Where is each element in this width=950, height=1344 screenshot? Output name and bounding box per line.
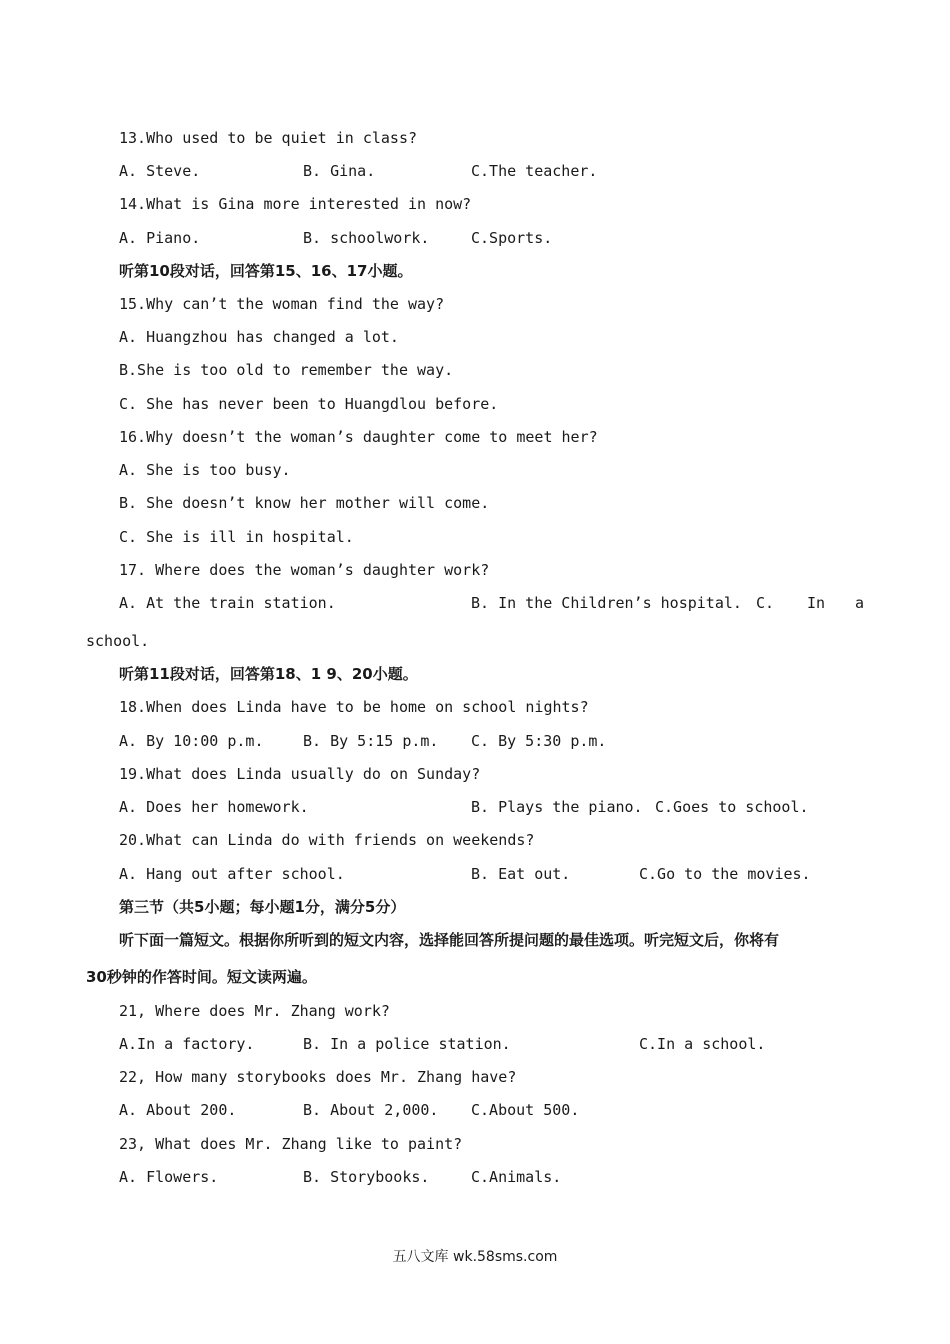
q20-option-c: C.Go to the movies. bbox=[639, 865, 811, 883]
q21-stem: 21, Where does Mr. Zhang work? bbox=[119, 1002, 390, 1020]
q23-option-c: C.Animals. bbox=[471, 1168, 562, 1186]
q14-option-b: B. schoolwork. bbox=[303, 229, 430, 247]
q15-option-b: B.She is too old to remember the way. bbox=[119, 361, 454, 379]
section-heading-10: 听第10段对话，回答第15、16、17小题。 bbox=[119, 262, 413, 280]
q21-option-b: B. In a police station. bbox=[303, 1035, 511, 1053]
q15-option-a: A. Huangzhou has changed a lot. bbox=[119, 328, 399, 346]
q13-stem: 13.Who used to be quiet in class? bbox=[119, 129, 418, 147]
q17-stem: 17. Where does the woman’s daughter work? bbox=[119, 561, 490, 579]
q17-option-a: A. At the train station. bbox=[119, 594, 336, 612]
q20-option-b: B. Eat out. bbox=[471, 865, 571, 883]
q21-option-a: A.In a factory. bbox=[119, 1035, 255, 1053]
instructions-line-1: 听下面一篇短文。根据你所听到的短文内容，选择能回答所提问题的最佳选项。听完短文后，你将有 bbox=[119, 931, 780, 949]
q23-option-a: A. Flowers. bbox=[119, 1168, 219, 1186]
q13-option-a: A. Steve. bbox=[119, 162, 201, 180]
q22-option-b: B. About 2,000. bbox=[303, 1101, 439, 1119]
q15-stem: 15.Why can’t the woman find the way? bbox=[119, 295, 445, 313]
q21-option-c: C.In a school. bbox=[639, 1035, 766, 1053]
q15-option-c: C. She has never been to Huangdlou before. bbox=[119, 395, 499, 413]
q17-option-c-letter: C. bbox=[756, 594, 775, 612]
q16-stem: 16.Why doesn’t the woman’s daughter come to meet her? bbox=[119, 428, 598, 446]
q19-stem: 19.What does Linda usually do on Sunday? bbox=[119, 765, 481, 783]
q16-option-b: B. She doesn’t know her mother will come. bbox=[119, 494, 490, 512]
q14-option-c: C.Sports. bbox=[471, 229, 553, 247]
q20-stem: 20.What can Linda do with friends on weekends? bbox=[119, 831, 535, 849]
q22-option-a: A. About 200. bbox=[119, 1101, 237, 1119]
q23-stem: 23, What does Mr. Zhang like to paint? bbox=[119, 1135, 463, 1153]
q19-option-b: B. Plays the piano. bbox=[471, 798, 643, 816]
q16-option-c: C. She is ill in hospital. bbox=[119, 528, 354, 546]
q20-option-a: A. Hang out after school. bbox=[119, 865, 345, 883]
q23-option-b: B. Storybooks. bbox=[303, 1168, 430, 1186]
q17-option-c-word-1: In bbox=[807, 594, 826, 612]
q19-option-c: C.Goes to school. bbox=[655, 798, 809, 816]
q18-option-c: C. By 5:30 p.m. bbox=[471, 732, 607, 750]
q18-option-a: A. By 10:00 p.m. bbox=[119, 732, 264, 750]
q17-option-b: B. In the Children’s hospital. bbox=[471, 594, 742, 612]
q18-stem: 18.When does Linda have to be home on school nights? bbox=[119, 698, 589, 716]
q18-option-b: B. By 5:15 p.m. bbox=[303, 732, 439, 750]
q17-option-c-continued: school. bbox=[86, 632, 150, 650]
q13-option-c: C.The teacher. bbox=[471, 162, 598, 180]
section-heading-11: 听第11段对话，回答第18、1 9、20小题。 bbox=[119, 665, 418, 683]
q19-option-a: A. Does her homework. bbox=[119, 798, 309, 816]
instructions-line-2: 30秒钟的作答时间。短文读两遍。 bbox=[86, 968, 317, 986]
q17-option-c-word-2: a bbox=[855, 594, 865, 612]
q14-stem: 14.What is Gina more interested in now? bbox=[119, 195, 472, 213]
q13-option-b: B. Gina. bbox=[303, 162, 376, 180]
page-footer: 五八文库 wk.58sms.com bbox=[392, 1249, 558, 1265]
part-three-heading: 第三节（共5小题；每小题1分，满分5分） bbox=[119, 898, 406, 916]
q16-option-a: A. She is too busy. bbox=[119, 461, 291, 479]
q14-option-a: A. Piano. bbox=[119, 229, 201, 247]
q22-stem: 22, How many storybooks does Mr. Zhang have? bbox=[119, 1068, 517, 1086]
q22-option-c: C.About 500. bbox=[471, 1101, 580, 1119]
